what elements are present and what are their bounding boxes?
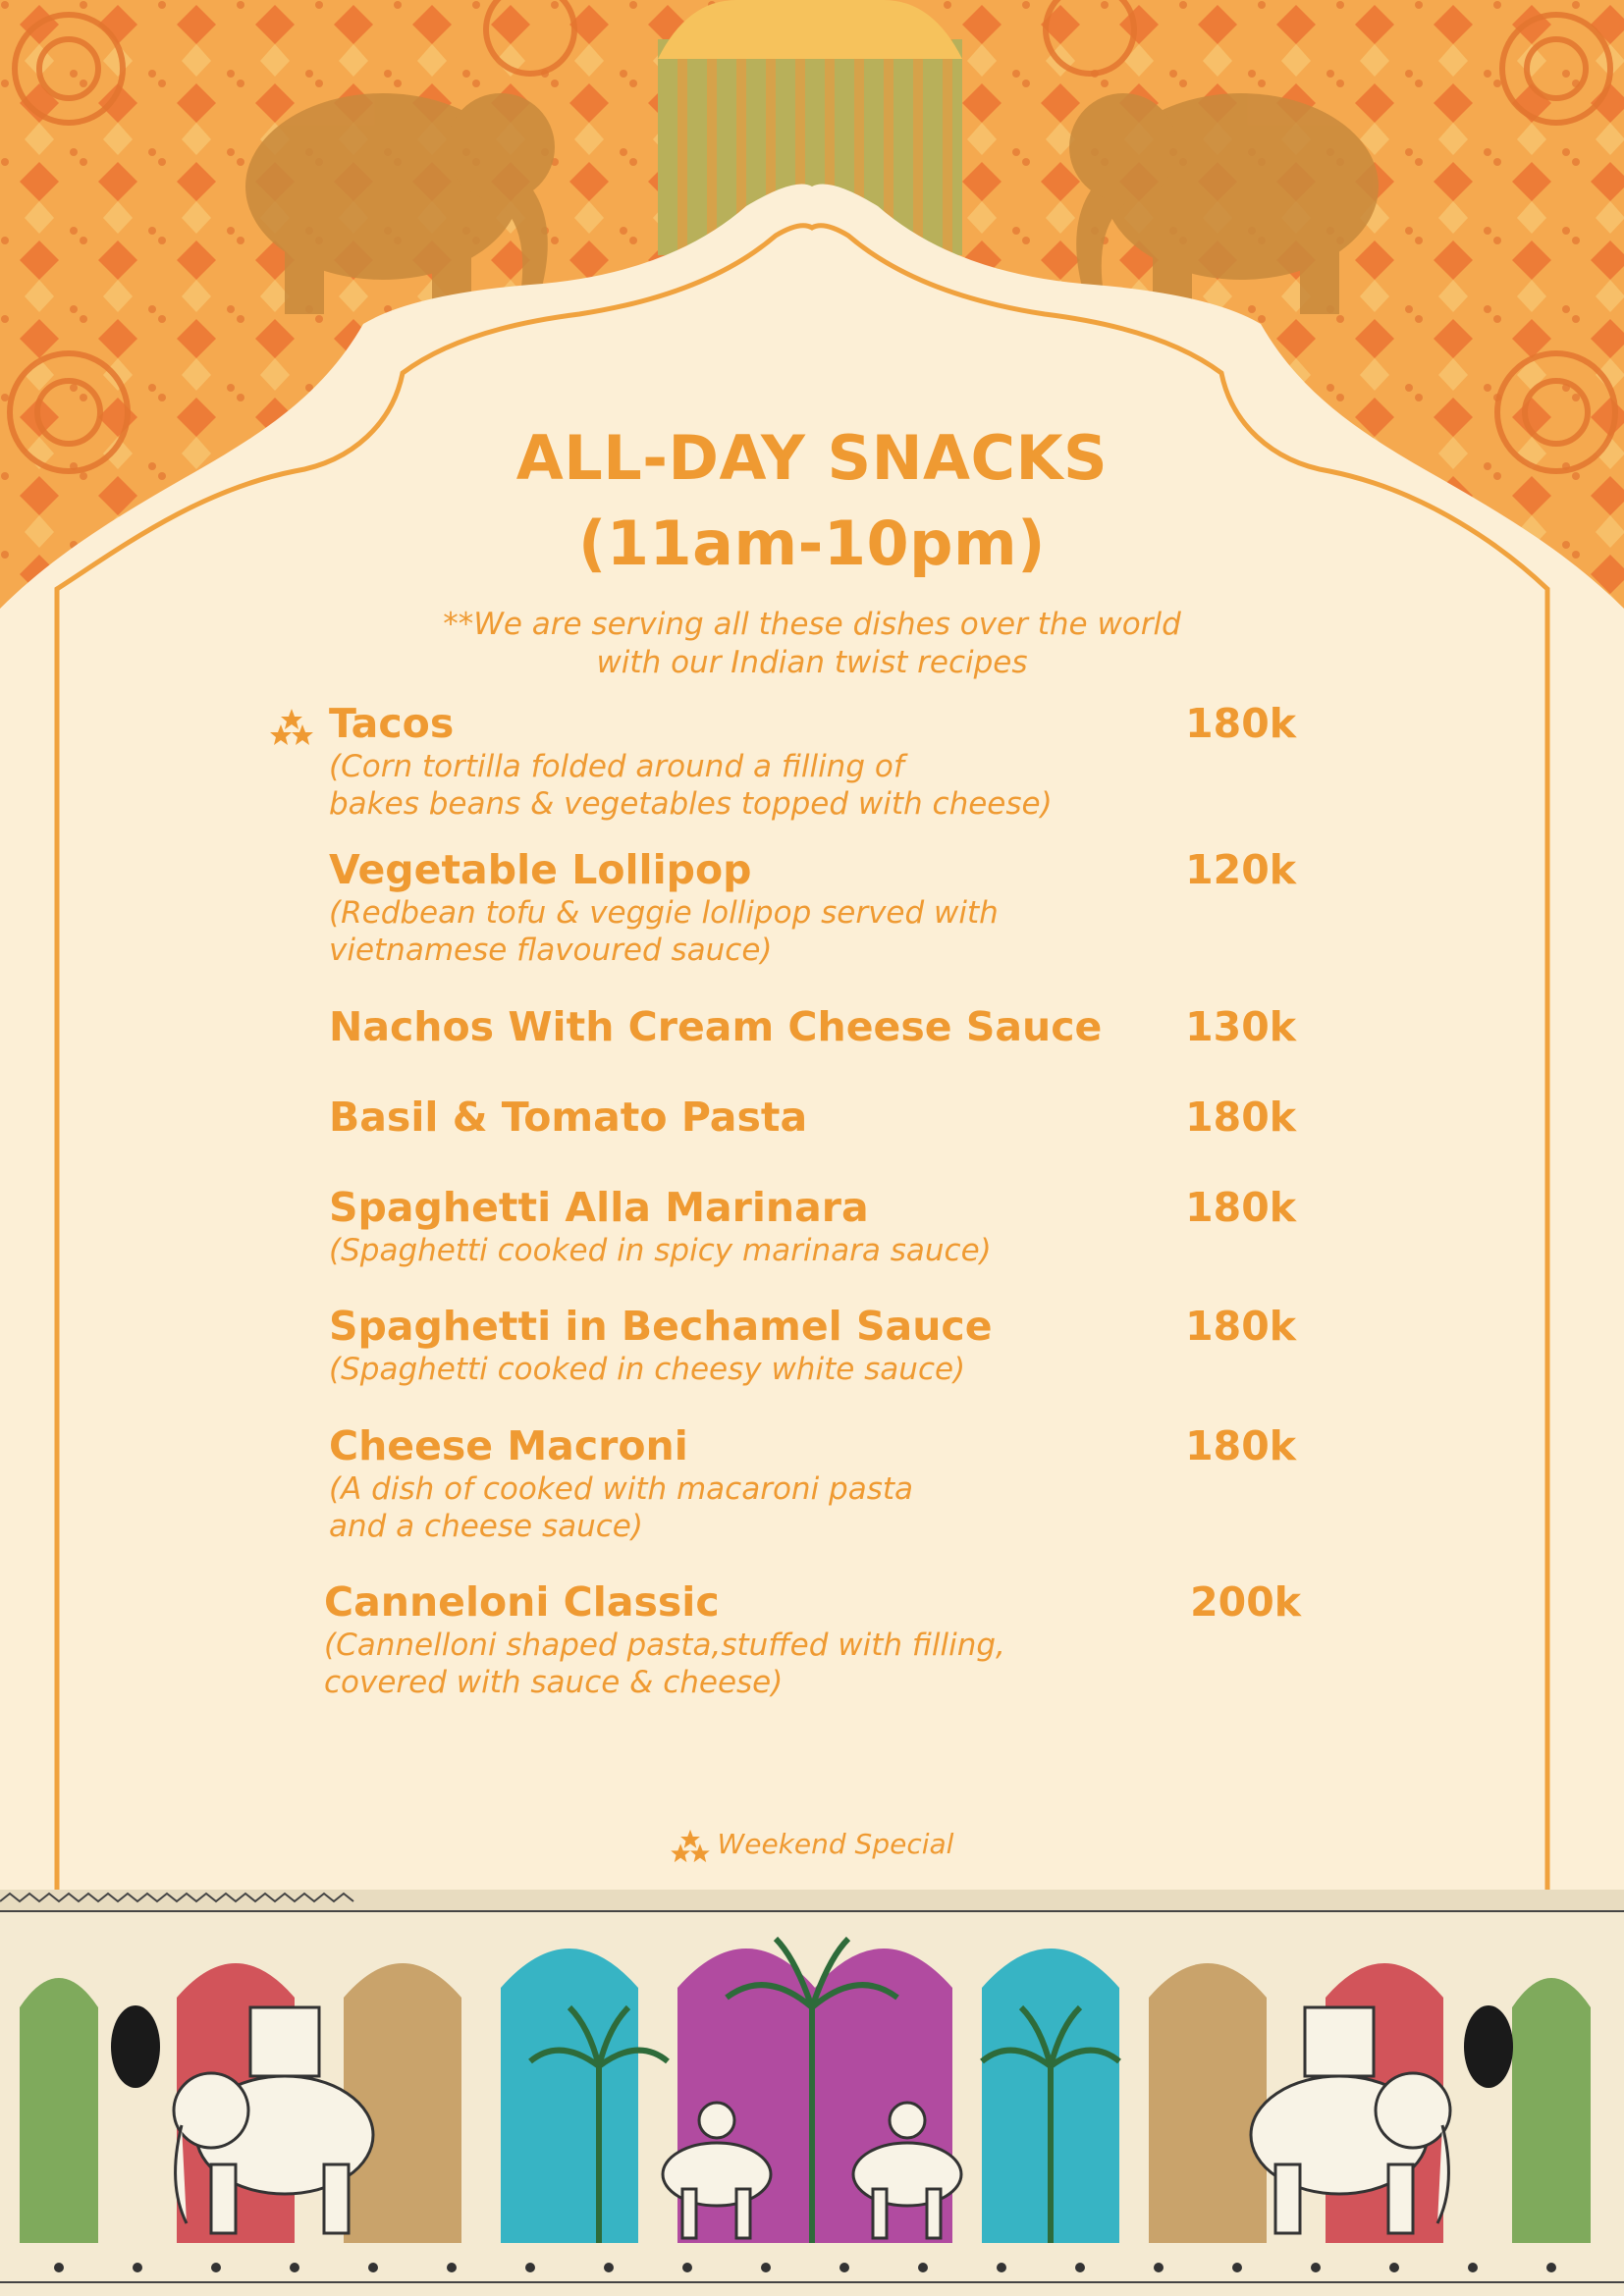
bottom-decorative-frieze	[0, 1890, 1624, 2296]
menu-item-tacos	[329, 699, 1311, 823]
item-name: Spaghetti Alla Marinara	[329, 1184, 869, 1231]
intro-note-line1: **We are serving all these dishes over the world	[443, 607, 1181, 642]
menu-item-canneloni-classic	[324, 1577, 1316, 1701]
page-subtitle-hours: (11am-10pm)	[578, 507, 1046, 579]
item-price: 180k	[1185, 700, 1296, 747]
menu-item-nachos	[329, 1002, 1311, 1051]
menu-item-spaghetti-marinara	[329, 1183, 1311, 1269]
item-name: Canneloni Classic	[324, 1578, 720, 1626]
item-description: (Spaghetti cooked in spicy marinara sauce)	[329, 1233, 992, 1268]
menu-item-spaghetti-bechamel	[329, 1302, 1311, 1388]
menu-item-basil-tomato-pasta	[329, 1093, 1311, 1142]
menu-item-cheese-macroni	[329, 1421, 1311, 1545]
item-description: (Redbean tofu & veggie lollipop served with vietnamese flavoured sauce)	[329, 895, 999, 968]
weekend-special-legend	[0, 1828, 1624, 1863]
item-price: 180k	[1185, 1303, 1296, 1350]
weekend-special-label: Weekend Special	[717, 1828, 954, 1860]
item-name: Spaghetti in Bechamel Sauce	[329, 1303, 993, 1350]
item-description: (Cannelloni shaped pasta,stuffed with filling, covered with sauce & cheese)	[324, 1628, 1005, 1700]
item-description: (Spaghetti cooked in cheesy white sauce)	[329, 1352, 966, 1387]
item-price: 130k	[1185, 1003, 1296, 1050]
item-name: Basil & Tomato Pasta	[329, 1094, 808, 1141]
item-price: 120k	[1185, 846, 1296, 893]
item-price: 180k	[1185, 1094, 1296, 1141]
item-description: (A dish of cooked with macaroni pasta and a cheese sauce)	[329, 1471, 914, 1544]
three-stars-icon	[671, 1828, 710, 1863]
item-name: Vegetable Lollipop	[329, 846, 752, 893]
item-name: Nachos With Cream Cheese Sauce	[329, 1003, 1103, 1050]
item-description: (Corn tortilla folded around a filling of bakes beans & vegetables topped with cheese)	[329, 749, 1053, 822]
menu-item-vegetable-lollipop	[329, 845, 1311, 969]
item-price: 200k	[1190, 1578, 1301, 1626]
item-price: 180k	[1185, 1184, 1296, 1231]
item-name: Cheese Macroni	[329, 1422, 688, 1469]
item-price: 180k	[1185, 1422, 1296, 1469]
three-stars-icon	[270, 707, 313, 746]
page-title: ALL-DAY SNACKS	[515, 422, 1109, 494]
item-name: Tacos	[329, 700, 455, 747]
intro-note-line2: with our Indian twist recipes	[596, 645, 1028, 680]
